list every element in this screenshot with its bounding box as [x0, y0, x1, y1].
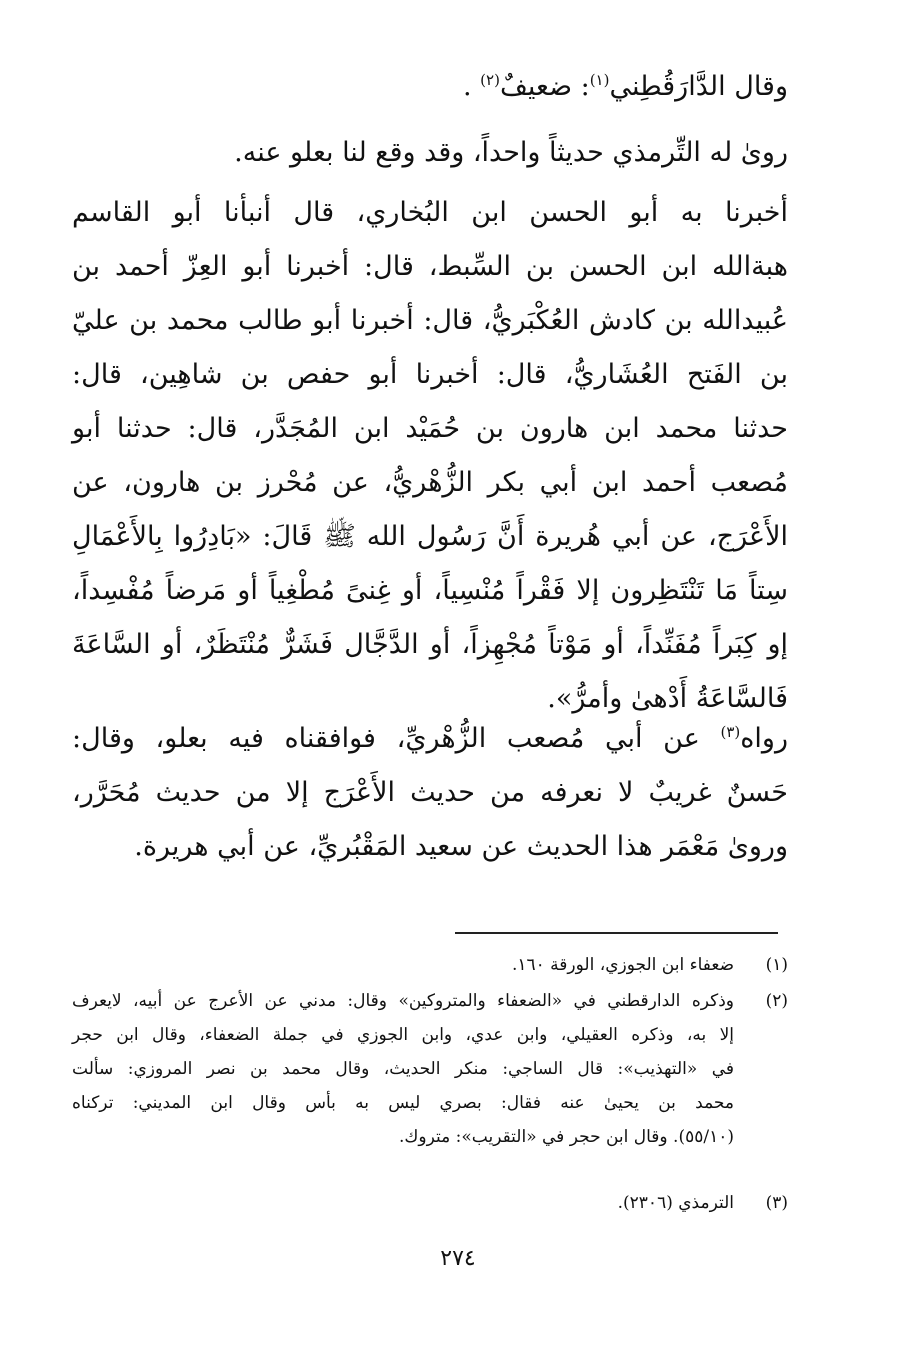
- text-line: أخبرنا به أبو الحسن ابن البُخاري، قال أنبأنا أبو القاسم: [72, 197, 788, 228]
- text-line: إو كِبَراً مُفَنِّداً، أو مَوْتاً مُجْهِزاً، أو الدَّجَّال فَشَرٌّ مُنْتَظَرٌ، أو السَّاعَةَ: [72, 629, 788, 660]
- text-line: بن الفَتح العُشَاريُّ، قال: أخبرنا أبو حفص بن شاهِين، قال:: [72, 359, 788, 390]
- text-line: حدثنا محمد ابن هارون بن حُمَيْد ابن المُجَدَّر، قال: حدثنا أبو: [72, 413, 788, 444]
- footnote-number: (٣): [765, 1193, 788, 1213]
- paragraph-1: [72, 60, 788, 114]
- page-number: ٢٧٤: [440, 1246, 476, 1271]
- paragraph-3: [72, 186, 788, 726]
- text-line: وقال الدَّارَقُطِني$^{(١)}$: ضعيفٌ$^{(٢)}$ .: [462, 71, 788, 102]
- paragraph-4: [72, 712, 788, 874]
- footnote-ref-2[interactable]: (٢): [480, 71, 500, 89]
- text-line: رواه$^{(٣)}$ عن أبي مُصعب الزُّهْريِّ، فوافقناه فيه بعلو، وقال:: [72, 723, 788, 754]
- footnote-line: إلا به، وذكره العقيلي، وابن عدي، وابن الجوزي في جملة الضعفاء، وقال ابن حجر: [72, 1025, 734, 1045]
- footnote-1: [72, 948, 788, 982]
- text-line: هبةالله ابن الحسن بن السِّبط، قال: أخبرنا أبو العِزّ أحمد بن: [72, 251, 788, 282]
- text-line: سِتاً مَا تَنْتَظِرون إلا فَقْراً مُنْسِياً، أو غِنىً مُطْغِياً أو مَرضاً مُفْسِداً،: [72, 575, 788, 606]
- footnote-number: (١): [765, 955, 788, 975]
- footnote-line: في «التهذيب»: قال الساجي: منكر الحديث، وقال محمد بن نصر المروزي: سألت: [72, 1059, 734, 1079]
- footnote-2: [72, 984, 788, 1154]
- footnote-3: [72, 1186, 788, 1220]
- footnote-line: ضعفاء ابن الجوزي، الورقة ١٦٠.: [511, 955, 734, 975]
- footnote-ref-1[interactable]: (١): [589, 71, 610, 89]
- footnote-number: (٢): [765, 991, 788, 1011]
- footnote-line: وذكره الدارقطني في «الضعفاء والمتروكين» وقال: مدني عن الأعرج عن أبيه، لايعرف: [72, 991, 734, 1011]
- footnote-line: (٥٥/١٠). وقال ابن حجر في «التقريب»: متروك.: [399, 1127, 734, 1147]
- footnote-separator: [455, 932, 778, 934]
- text-line: فَالسَّاعَةُ أَدْهىٰ وأمرُّ».: [547, 683, 788, 714]
- footnote-line: محمد بن يحيىٰ عنه فقال: بصري ليس به بأس وقال ابن المديني: تركناه: [72, 1093, 734, 1113]
- footnote-ref-3[interactable]: (٣): [720, 723, 741, 741]
- text-line: مُصعب أحمد ابن أبي بكر الزُّهْريُّ، عن مُحْرز بن هارون، عن: [72, 467, 788, 498]
- text-line: وروىٰ مَعْمَر هذا الحديث عن سعيد المَقْبُريِّ، عن أبي هريرة.: [134, 831, 788, 862]
- text-line: الأَعْرَج، عن أبي هُريرة أَنَّ رَسُول الله ﷺ قَالَ: «بَادِرُوا بِالأَعْمَالِ: [72, 521, 788, 552]
- paragraph-2: [72, 126, 788, 180]
- text-line: حَسنٌ غريبٌ لا نعرفه من حديث الأَعْرَج إلا من حديث مُحَرَّر،: [72, 777, 788, 808]
- text-line: عُبيدالله بن كادش العُكْبَريُّ، قال: أخبرنا أبو طالب محمد بن عليّ: [72, 305, 788, 336]
- text-line: روىٰ له التِّرمذي حديثاً واحداً، وقد وقع لنا بعلو عنه.: [234, 137, 788, 168]
- footnote-line: الترمذي (٢٣٠٦).: [617, 1193, 734, 1213]
